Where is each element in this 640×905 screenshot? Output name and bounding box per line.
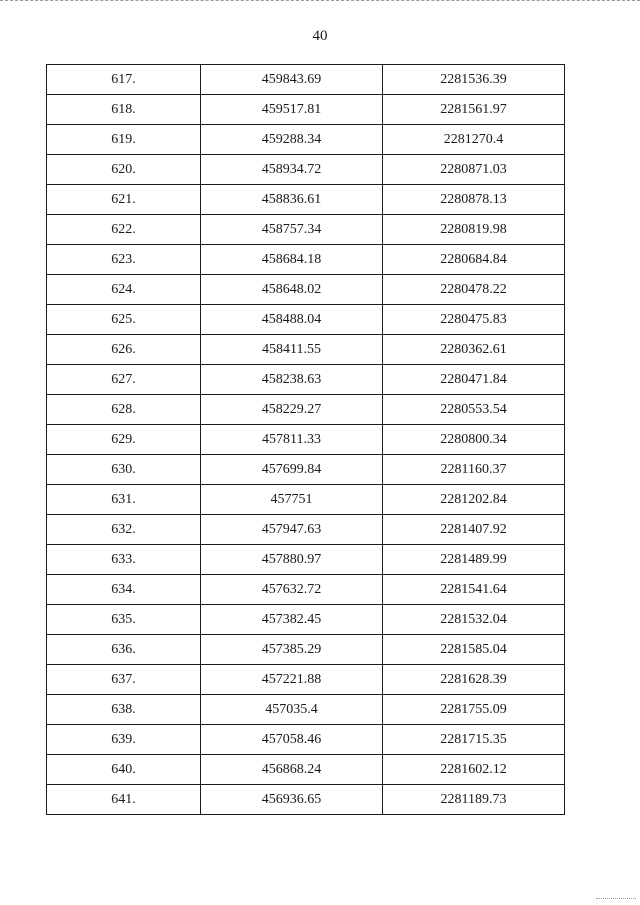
point-number-cell: 627. [47,365,201,395]
table-row [47,335,565,365]
table-row [47,605,565,635]
table-row [47,665,565,695]
y-coordinate-cell: 2280471.84 [383,365,565,395]
y-coordinate-cell: 2280362.61 [383,335,565,365]
table-row [47,395,565,425]
y-coordinate-cell: 2280878.13 [383,185,565,215]
point-number-cell: 622. [47,215,201,245]
point-number-cell: 619. [47,125,201,155]
x-coordinate-cell: 458411.55 [201,335,383,365]
x-coordinate-cell: 458238.63 [201,365,383,395]
table-row [47,365,565,395]
scan-corner-mark [596,898,636,899]
table-row [47,785,565,815]
table-row [47,185,565,215]
x-coordinate-cell: 457221.88 [201,665,383,695]
table-row [47,155,565,185]
point-number-cell: 631. [47,485,201,515]
point-number-cell: 628. [47,395,201,425]
table-row [47,65,565,95]
x-coordinate-cell: 459517.81 [201,95,383,125]
point-number-cell: 626. [47,335,201,365]
y-coordinate-cell: 2281561.97 [383,95,565,125]
y-coordinate-cell: 2281202.84 [383,485,565,515]
table-row [47,575,565,605]
x-coordinate-cell: 457058.46 [201,725,383,755]
x-coordinate-cell: 456936.65 [201,785,383,815]
y-coordinate-cell: 2281755.09 [383,695,565,725]
point-number-cell: 636. [47,635,201,665]
table-row [47,215,565,245]
table-row [47,485,565,515]
y-coordinate-cell: 2280684.84 [383,245,565,275]
x-coordinate-cell: 459843.69 [201,65,383,95]
x-coordinate-cell: 457385.29 [201,635,383,665]
y-coordinate-cell: 2280475.83 [383,305,565,335]
table-row [47,425,565,455]
table-row [47,245,565,275]
y-coordinate-cell: 2280819.98 [383,215,565,245]
y-coordinate-cell: 2281189.73 [383,785,565,815]
page-number: 40 [312,28,328,44]
x-coordinate-cell: 456868.24 [201,755,383,785]
x-coordinate-cell: 458229.27 [201,395,383,425]
x-coordinate-cell: 457035.4 [201,695,383,725]
point-number-cell: 629. [47,425,201,455]
point-number-cell: 630. [47,455,201,485]
table-row [47,635,565,665]
x-coordinate-cell: 457947.63 [201,515,383,545]
point-number-cell: 621. [47,185,201,215]
point-number-cell: 624. [47,275,201,305]
table-row [47,515,565,545]
x-coordinate-cell: 457880.97 [201,545,383,575]
table-row [47,725,565,755]
x-coordinate-cell: 458648.02 [201,275,383,305]
y-coordinate-cell: 2281536.39 [383,65,565,95]
point-number-cell: 638. [47,695,201,725]
coordinates-table-body [47,65,565,815]
x-coordinate-cell: 457751 [201,485,383,515]
x-coordinate-cell: 458684.18 [201,245,383,275]
x-coordinate-cell: 458934.72 [201,155,383,185]
y-coordinate-cell: 2281585.04 [383,635,565,665]
y-coordinate-cell: 2281602.12 [383,755,565,785]
x-coordinate-cell: 459288.34 [201,125,383,155]
y-coordinate-cell: 2280871.03 [383,155,565,185]
y-coordinate-cell: 2281541.64 [383,575,565,605]
x-coordinate-cell: 458757.34 [201,215,383,245]
point-number-cell: 634. [47,575,201,605]
x-coordinate-cell: 457699.84 [201,455,383,485]
table-row [47,95,565,125]
point-number-cell: 633. [47,545,201,575]
point-number-cell: 641. [47,785,201,815]
y-coordinate-cell: 2281407.92 [383,515,565,545]
point-number-cell: 637. [47,665,201,695]
table-row [47,455,565,485]
x-coordinate-cell: 458488.04 [201,305,383,335]
point-number-cell: 635. [47,605,201,635]
y-coordinate-cell: 2281489.99 [383,545,565,575]
point-number-cell: 640. [47,755,201,785]
table-row [47,695,565,725]
point-number-cell: 639. [47,725,201,755]
table-row [47,125,565,155]
point-number-cell: 632. [47,515,201,545]
x-coordinate-cell: 458836.61 [201,185,383,215]
point-number-cell: 625. [47,305,201,335]
y-coordinate-cell: 2281628.39 [383,665,565,695]
table-row [47,755,565,785]
page-top-rule [0,0,640,1]
y-coordinate-cell: 2281270.4 [383,125,565,155]
point-number-cell: 620. [47,155,201,185]
y-coordinate-cell: 2281160.37 [383,455,565,485]
table-row [47,275,565,305]
y-coordinate-cell: 2280553.54 [383,395,565,425]
y-coordinate-cell: 2280478.22 [383,275,565,305]
coordinates-table [46,64,565,815]
point-number-cell: 617. [47,65,201,95]
point-number-cell: 623. [47,245,201,275]
y-coordinate-cell: 2280800.34 [383,425,565,455]
table-row [47,545,565,575]
y-coordinate-cell: 2281532.04 [383,605,565,635]
x-coordinate-cell: 457632.72 [201,575,383,605]
x-coordinate-cell: 457382.45 [201,605,383,635]
x-coordinate-cell: 457811.33 [201,425,383,455]
y-coordinate-cell: 2281715.35 [383,725,565,755]
table-row [47,305,565,335]
point-number-cell: 618. [47,95,201,125]
